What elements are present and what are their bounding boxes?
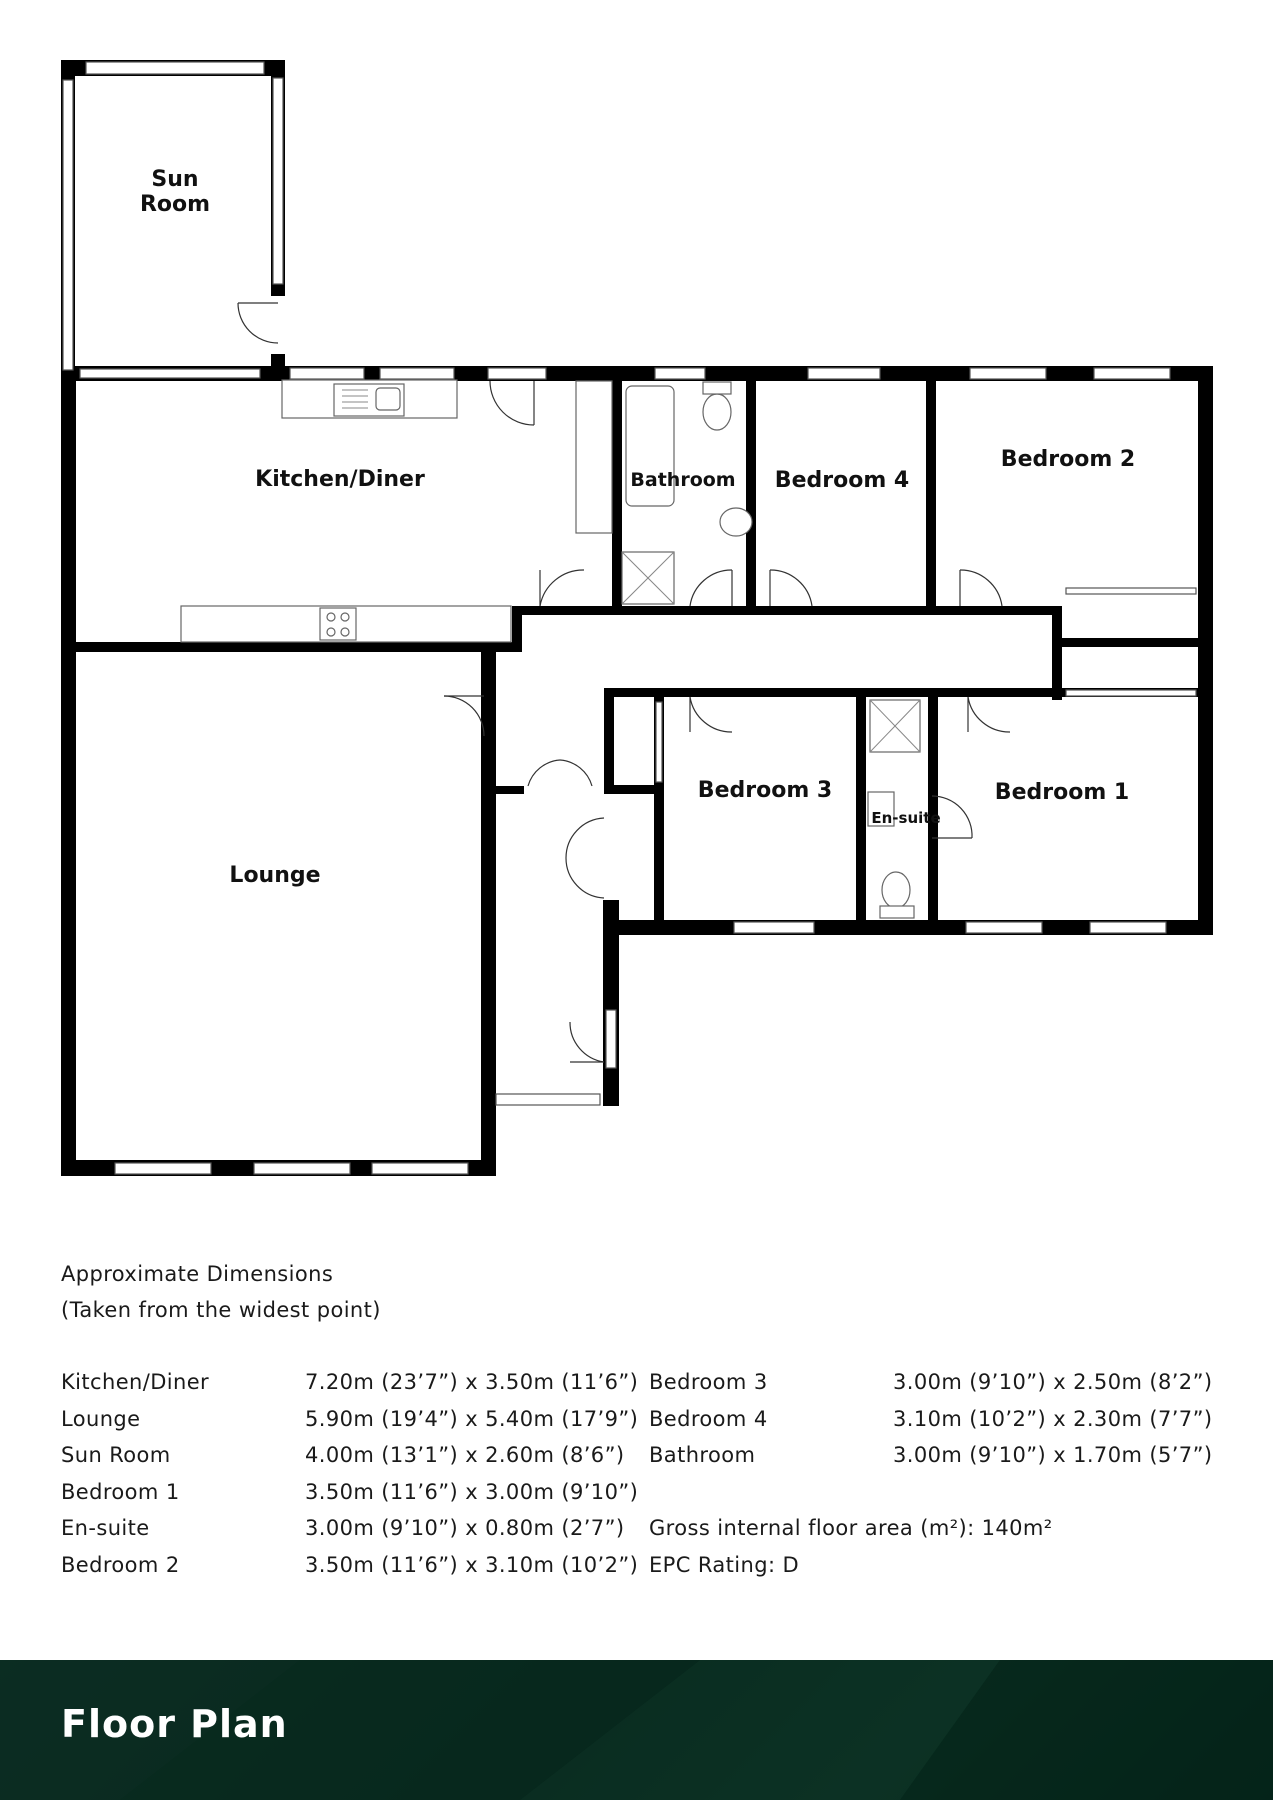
door-swing [690,570,732,606]
room-label-bedroom2: Bedroom 2 [1000,447,1136,472]
porch-left-wall [481,648,489,788]
room-label-bathroom: Bathroom [630,469,736,491]
window [606,1010,616,1068]
dim-size: 3.10m (10’2”) x 2.30m (7’7”) [893,1406,1213,1431]
hall-end-wall [1052,606,1062,700]
room-label-kitchen: Kitchen/Diner [255,467,425,492]
window [1094,368,1170,379]
epc-rating: EPC Rating: D [649,1552,800,1577]
room-label-bedroom1: Bedroom 1 [994,780,1130,805]
room-label-bedroom3: Bedroom 3 [697,778,833,803]
dim-size: 3.50m (11’6”) x 3.00m (9’10”) [305,1479,639,1504]
dim-size: 5.90m (19’4”) x 5.40m (17’9”) [305,1406,639,1431]
dimensions-subheading: (Taken from the widest point) [61,1298,381,1322]
toilet-cistern [880,906,914,918]
dim-size: 3.00m (9’10”) x 1.70m (5’7”) [893,1443,1213,1468]
outer-right-wall [1198,366,1213,934]
bedroom4-bedroom2-wall [926,371,936,615]
dim-size: 7.20m (23’7”) x 3.50m (11’6”) [305,1370,639,1394]
footer-title: Floor Plan [61,1702,288,1746]
window [734,922,814,933]
dim-room: Bedroom 3 [649,1370,768,1394]
door-swing [540,570,584,606]
wardrobe-divider-wall [1052,638,1212,647]
hob-ring [327,628,335,636]
window [86,62,264,74]
window [115,1163,211,1174]
window [655,368,705,379]
window [496,1094,600,1105]
dim-room: Bedroom 1 [61,1479,180,1504]
hob-ring [327,613,335,621]
dim-room: Bathroom [649,1443,756,1468]
dim-room: Bedroom 4 [649,1406,768,1431]
dim-room: Kitchen/Diner [61,1370,210,1394]
dim-room: Sun Room [61,1443,171,1468]
door-swing [570,1022,604,1062]
bathroom-left-wall [612,371,622,615]
room-label-ensuite: En-suite [871,809,941,827]
dim-size: 3.50m (11’6”) x 3.10m (10’2”) [305,1552,639,1577]
window [254,1163,350,1174]
dimensions-heading: Approximate Dimensions [61,1262,334,1286]
ensuite-bedroom1-wall [928,688,938,928]
dim-room: Bedroom 2 [61,1552,180,1577]
door-swing [560,760,592,786]
dim-room: En-suite [61,1516,150,1541]
hall-top-wall-a [512,606,612,615]
door-swing [444,696,484,736]
cupboard-left-wall [604,688,614,788]
door-swing [238,303,278,343]
window [380,368,454,379]
sink-bowl [376,388,400,410]
wardrobe-door [1066,588,1196,594]
toilet-cistern [703,382,731,394]
window [273,78,283,284]
hob-ring [341,613,349,621]
dim-size: 3.00m (9’10”) x 0.80m (2’7”) [305,1516,625,1541]
door-swing [566,858,604,898]
door-swing [770,570,812,606]
door-swing [566,818,604,858]
tall-unit [576,381,612,533]
dimensions-section [61,1256,1221,1584]
window [372,1163,468,1174]
window [80,369,260,378]
basin-icon [720,508,752,536]
kitchen-lounge-wall [61,642,521,652]
porch-right-wall [603,900,619,1106]
porch-top-wall [481,786,524,794]
door-swing [968,697,1010,732]
outer-left-wall [61,366,76,1176]
door-swing [528,760,560,786]
gross-area: Gross internal floor area (m²): 140m² [649,1516,1053,1541]
window [290,368,364,379]
wardrobe-door [1066,690,1196,696]
window [1090,922,1166,933]
toilet-icon [703,394,731,430]
porch-corner [603,1090,619,1106]
room-label-sun-room-line1: Sun [151,167,199,192]
window [63,80,73,370]
door-swing [960,570,1002,606]
dim-size: 4.00m (13’1”) x 2.60m (8’6”) [305,1443,625,1468]
hall-bottom-wall [604,688,1056,697]
bathroom-bedroom4-wall [746,371,756,615]
room-label-lounge: Lounge [229,863,321,888]
door-gap [488,368,546,379]
cupboard-door [656,702,662,782]
window [966,922,1042,933]
hob-icon [320,608,356,640]
toilet-icon [882,872,910,908]
hob-ring [341,628,349,636]
dim-size: 3.00m (9’10”) x 2.50m (8’2”) [893,1370,1213,1394]
dim-room: Lounge [61,1406,141,1431]
hall-top-wall-b [612,606,1052,615]
room-label-sun-room-line2: Room [139,192,211,217]
footer-banner [0,1660,1273,1800]
window [808,368,880,379]
dimensions-table [61,1364,1221,1584]
door-swing [490,381,534,425]
door-swing [690,697,732,732]
room-label-bedroom4: Bedroom 4 [774,468,910,493]
bedroom3-ensuite-wall [856,688,866,928]
window [970,368,1046,379]
